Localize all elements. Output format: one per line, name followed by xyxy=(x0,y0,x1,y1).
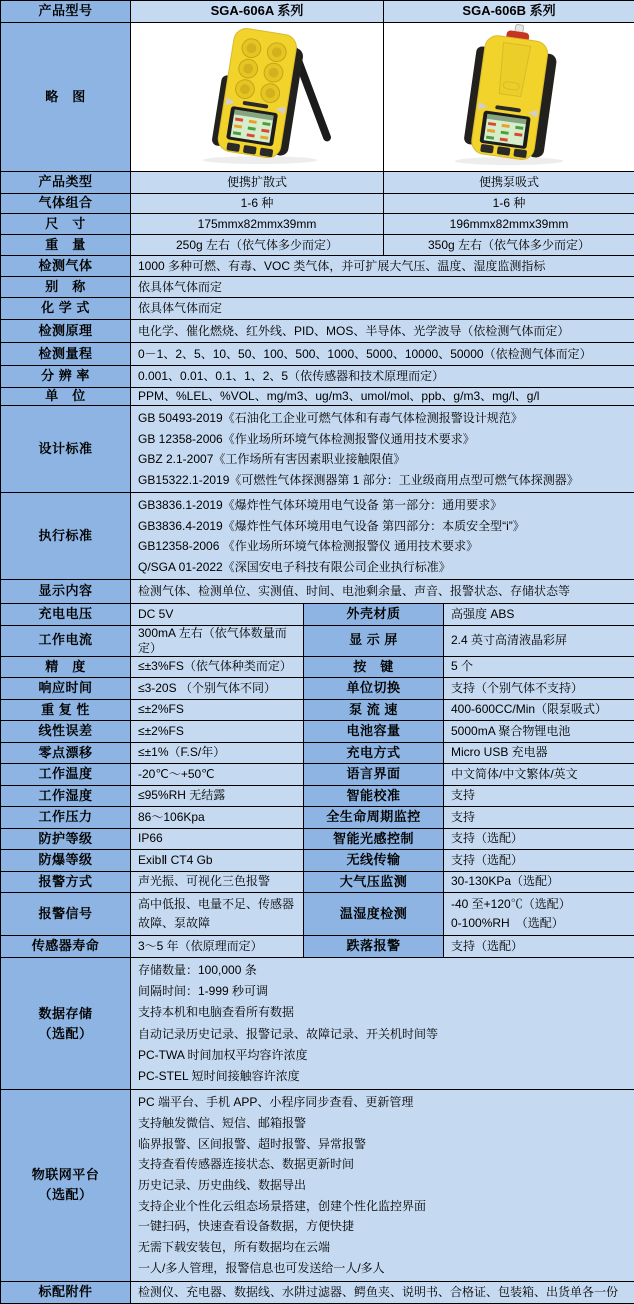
row-label: 全生命周期监控 xyxy=(304,807,444,829)
row-value: 1000 多种可燃、有毒、VOC 类气体，并可扩展大气压、温度、湿度监测指标 xyxy=(131,256,634,277)
row-value: 2.4 英寸高清液晶彩屏 xyxy=(444,625,634,656)
standard-line: Q/SGA 01-2022《深国安电子科技有限公司企业执行标准》 xyxy=(138,557,630,578)
row-value: 0.001、0.01、0.1、1、2、5（依传感器和技术原理而定） xyxy=(131,366,634,388)
row-value: 3～5 年（依原理而定） xyxy=(131,936,304,958)
standard-line: GB15322.1-2019《可燃性气体探测器第 1 部分：工业级商用点型可燃气体探测器》 xyxy=(138,470,630,491)
value-line: 一人/多人管理，报警信息也可发送给一人/多人 xyxy=(138,1258,630,1279)
row-label: 尺 寸 xyxy=(1,214,131,235)
value-line: -40 至+120℃（选配） xyxy=(451,895,630,914)
row-value: -20℃～+50℃ xyxy=(131,764,304,786)
row-label: 响应时间 xyxy=(1,678,131,700)
row-value: 检测仪、充电器、数据线、水阱过滤器、鳄鱼夹、说明书、合格证、包装箱、出货单各一份 xyxy=(131,1281,634,1303)
header-product-model-label: 产品型号 xyxy=(1,1,131,23)
row-value: 支持（选配） xyxy=(444,828,634,850)
row-label: 化 学 式 xyxy=(1,298,131,320)
row-label: 按 键 xyxy=(304,656,444,678)
row-value: 检测气体、检测单位、实测值、时间、电池剩余量、声音、报警状态、存储状态等 xyxy=(131,580,634,604)
row-label: 工作压力 xyxy=(1,807,131,829)
row-label: 检测量程 xyxy=(1,343,131,366)
row-value-a: 175mmx82mmx39mm xyxy=(131,214,384,235)
row-label: 精 度 xyxy=(1,656,131,678)
value-line: 间隔时间：1-999 秒可调 xyxy=(138,981,630,1002)
row-label: 执行标准 xyxy=(1,493,131,580)
standard-line: GBZ 2.1-2007《工作场所有害因素职业接触限值》 xyxy=(138,449,630,470)
device-a-cell xyxy=(131,23,384,172)
row-value: ≤95%RH 无结露 xyxy=(131,785,304,807)
row-label: 重 复 性 xyxy=(1,699,131,721)
row-label: 工作电流 xyxy=(1,625,131,656)
value-line: PC-TWA 时间加权平均容许浓度 xyxy=(138,1045,630,1066)
row-value: PPM、%LEL、%VOL、mg/m3、ug/m3、umol/mol、ppb、g/m3、mg/l、g/l xyxy=(131,388,634,406)
value-line: 历史记录、历史曲线、数据导出 xyxy=(138,1175,630,1196)
row-label: 温湿度检测 xyxy=(304,893,444,936)
header-series-b: SGA-606B 系列 xyxy=(384,1,634,23)
value-line: 存储数量：100,000 条 xyxy=(138,960,630,981)
row-value-a: 250g 左右（依气体多少而定） xyxy=(131,235,384,256)
value-line: 支持查看传感器连接状态、数据更新时间 xyxy=(138,1154,630,1175)
value-line: 支持企业个性化云组态场景搭建，创建个性化监控界面 xyxy=(138,1196,630,1217)
standard-line: GB3836.1-2019《爆炸性气体环境用电气设备 第一部分：通用要求》 xyxy=(138,495,630,516)
row-label: 检测气体 xyxy=(1,256,131,277)
row-value: 86～106Kpa xyxy=(131,807,304,829)
value-line: 支持本机和电脑查看所有数据 xyxy=(138,1002,630,1023)
sketch-label: 略 图 xyxy=(1,23,131,172)
row-label: 泵 流 速 xyxy=(304,699,444,721)
value-line: 高中低报、电量不足、传感器 xyxy=(138,895,299,914)
row-value: 支持 xyxy=(444,785,634,807)
value-line: 支持触发微信、短信、邮箱报警 xyxy=(138,1113,630,1134)
row-label: 工作温度 xyxy=(1,764,131,786)
row-value: 中文简体/中文繁体/英文 xyxy=(444,764,634,786)
row-value: 高强度 ABS xyxy=(444,604,634,626)
row-value xyxy=(131,1090,634,1281)
row-value: ≤±3%FS（依气体种类而定） xyxy=(131,656,304,678)
row-label: 传感器寿命 xyxy=(1,936,131,958)
row-label: 显示内容 xyxy=(1,580,131,604)
row-value: 0－1、2、5、10、50、100、500、1000、5000、10000、50000（依检测气体而定） xyxy=(131,343,634,366)
row-label: 设计标准 xyxy=(1,406,131,493)
row-value-a: 1-6 种 xyxy=(131,194,384,214)
row-label: 语言界面 xyxy=(304,764,444,786)
row-value: 支持 xyxy=(444,807,634,829)
device-b-illustration xyxy=(384,23,634,167)
row-value: ≤±1%（F.S/年） xyxy=(131,742,304,764)
row-value: 30-130KPa（选配） xyxy=(444,871,634,893)
row-value: 声光振、可视化三色报警 xyxy=(131,871,304,893)
row-label: 智能校准 xyxy=(304,785,444,807)
row-value: 支持（选配） xyxy=(444,936,634,958)
row-label: 电池容量 xyxy=(304,721,444,743)
row-label: 线性误差 xyxy=(1,721,131,743)
row-label: 充电电压 xyxy=(1,604,131,626)
header-series-a: SGA-606A 系列 xyxy=(131,1,384,23)
value-line: 0-100%RH （选配） xyxy=(451,914,630,933)
value-line: 故障、泵故障 xyxy=(138,914,299,933)
row-label: 分 辨 率 xyxy=(1,366,131,388)
row-value-b: 1-6 种 xyxy=(384,194,634,214)
row-value: 依具体气体而定 xyxy=(131,277,634,298)
row-value: ≤3-20S （个别气体不同） xyxy=(131,678,304,700)
row-value: IP66 xyxy=(131,828,304,850)
row-value xyxy=(444,893,634,936)
standard-line: GB 50493-2019《石油化工企业可燃气体和有毒气体检测报警设计规范》 xyxy=(138,408,630,429)
row-value: 300mA 左右（依气体数量而定） xyxy=(131,625,304,656)
row-value: 支持（选配） xyxy=(444,850,634,872)
row-value: 电化学、催化燃烧、红外线、PID、MOS、半导体、光学波导（依检测气体而定） xyxy=(131,320,634,343)
standard-line: GB12358-2006 《作业场所环境气体检测报警仪 通用技术要求》 xyxy=(138,536,630,557)
standard-line: GB 12358-2006《作业场所环境气体检测报警仪通用技术要求》 xyxy=(138,429,630,450)
row-value xyxy=(131,406,634,493)
row-label: 防爆等级 xyxy=(1,850,131,872)
row-label: 重 量 xyxy=(1,235,131,256)
row-label: 单 位 xyxy=(1,388,131,406)
row-value: 5 个 xyxy=(444,656,634,678)
row-label: 充电方式 xyxy=(304,742,444,764)
row-value: 支持（个别气体不支持） xyxy=(444,678,634,700)
row-value: Micro USB 充电器 xyxy=(444,742,634,764)
row-label: 标配附件 xyxy=(1,1281,131,1303)
value-line: 自动记录历史记录、报警记录、故障记录、开关机时间等 xyxy=(138,1024,630,1045)
row-value: 依具体气体而定 xyxy=(131,298,634,320)
row-value xyxy=(131,893,304,936)
row-value-b: 196mmx82mmx39mm xyxy=(384,214,634,235)
device-b-cell xyxy=(384,23,634,172)
row-label: 数据存储 （选配） xyxy=(1,958,131,1090)
row-value xyxy=(131,493,634,580)
value-line: 一键扫码，快速查看设备数据，方便快捷 xyxy=(138,1216,630,1237)
row-label: 防护等级 xyxy=(1,828,131,850)
value-line: 临界报警、区间报警、超时报警、异常报警 xyxy=(138,1134,630,1155)
row-label: 别 称 xyxy=(1,277,131,298)
row-label: 零点漂移 xyxy=(1,742,131,764)
device-a-illustration xyxy=(132,23,383,167)
row-label: 外壳材质 xyxy=(304,604,444,626)
row-label: 智能光感控制 xyxy=(304,828,444,850)
row-label: 报警方式 xyxy=(1,871,131,893)
row-label: 显 示 屏 xyxy=(304,625,444,656)
row-label: 检测原理 xyxy=(1,320,131,343)
value-line: 无需下载安装包，所有数据均在云端 xyxy=(138,1237,630,1258)
row-value-b: 便携泵吸式 xyxy=(384,172,634,194)
row-value xyxy=(131,958,634,1090)
row-value: ≤±2%FS xyxy=(131,699,304,721)
row-label: 单位切换 xyxy=(304,678,444,700)
row-value-b: 350g 左右（依气体多少而定） xyxy=(384,235,634,256)
row-value: ExibⅡ CT4 Gb xyxy=(131,850,304,872)
value-line: PC 端平台、手机 APP、小程序同步查看、更新管理 xyxy=(138,1092,630,1113)
row-value: 5000mA 聚合物锂电池 xyxy=(444,721,634,743)
row-value: 400-600CC/Min（限泵吸式） xyxy=(444,699,634,721)
row-label: 跌落报警 xyxy=(304,936,444,958)
row-label: 报警信号 xyxy=(1,893,131,936)
value-line: PC-STEL 短时间接触容许浓度 xyxy=(138,1066,630,1087)
row-label: 工作湿度 xyxy=(1,785,131,807)
row-value: DC 5V xyxy=(131,604,304,626)
row-label: 无线传输 xyxy=(304,850,444,872)
row-label: 气体组合 xyxy=(1,194,131,214)
row-label: 大气压监测 xyxy=(304,871,444,893)
row-label: 产品类型 xyxy=(1,172,131,194)
row-label: 物联网平台 （选配） xyxy=(1,1090,131,1281)
row-value: ≤±2%FS xyxy=(131,721,304,743)
row-value-a: 便携扩散式 xyxy=(131,172,384,194)
standard-line: GB3836.4-2019《爆炸性气体环境用电气设备 第四部分：本质安全型“i”》 xyxy=(138,516,630,537)
